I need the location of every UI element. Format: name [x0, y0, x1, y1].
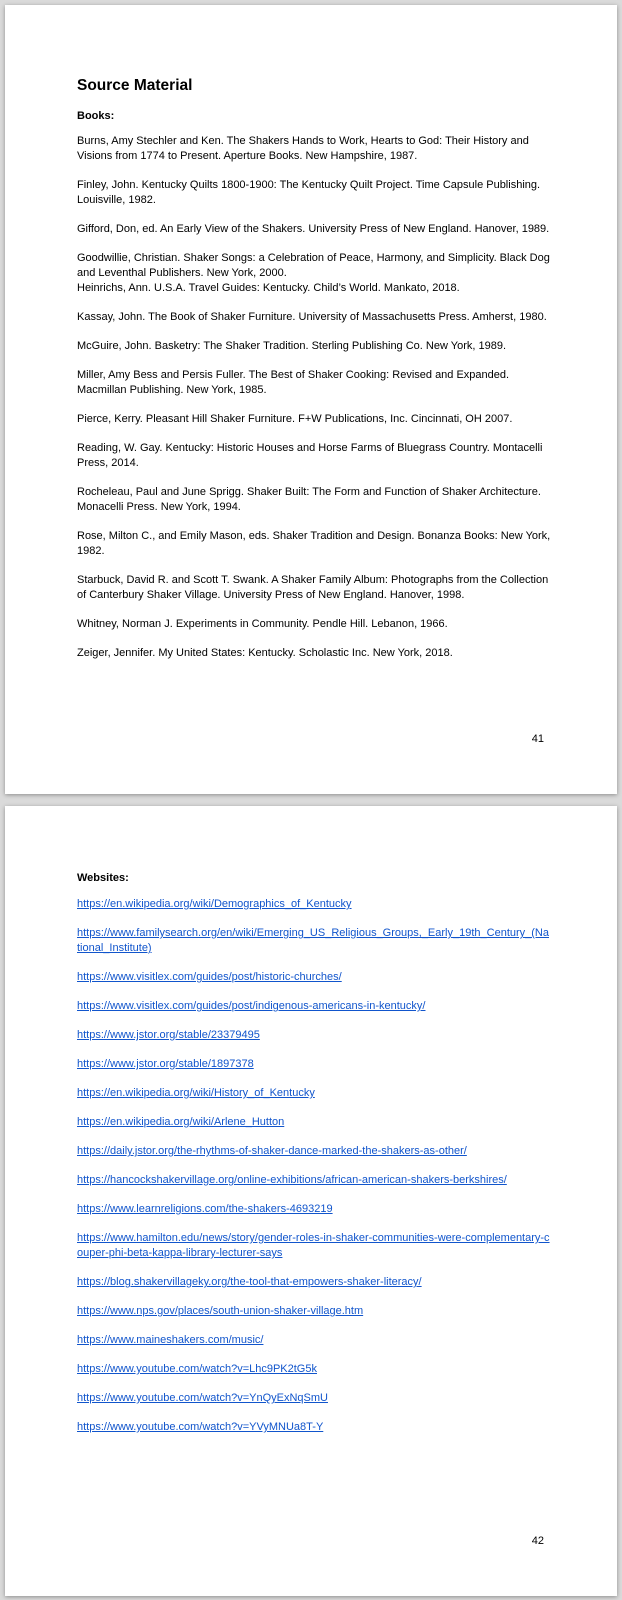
website-link[interactable]: https://hancockshakervillage.org/online-exhibitions/african-american-shakers-berkshires/: [77, 1174, 507, 1186]
website-link[interactable]: https://daily.jstor.org/the-rhythms-of-shaker-dance-marked-the-shakers-as-other/: [77, 1145, 467, 1157]
book-entry: Goodwillie, Christian. Shaker Songs: a Celebration of Peace, Harmony, and Simplicity. Black Dog and Leventhal Publishers. New York, 2000.: [77, 252, 550, 279]
website-link[interactable]: https://www.visitlex.com/guides/post/historic-churches/: [77, 971, 342, 983]
page-content: [77, 872, 552, 1449]
page-number: 42: [531, 1535, 544, 1547]
book-entry: Gifford, Don, ed. An Early View of the Shakers. University Press of New England. Hanover, 1989.: [77, 223, 550, 235]
book-entry: Zeiger, Jennifer. My United States: Kentucky. Scholastic Inc. New York, 2018.: [77, 647, 453, 659]
document-page-42: [5, 806, 617, 1596]
book-entry: McGuire, John. Basketry: The Shaker Tradition. Sterling Publishing Co. New York, 1989.: [77, 340, 507, 352]
website-link[interactable]: https://www.jstor.org/stable/1897378: [77, 1058, 254, 1070]
website-link[interactable]: https://www.youtube.com/watch?v=YVyMNUa8T-Y: [77, 1421, 324, 1433]
book-entry: Whitney, Norman J. Experiments in Community. Pendle Hill. Lebanon, 1966.: [77, 618, 448, 630]
website-link[interactable]: https://en.wikipedia.org/wiki/Demographics_of_Kentucky: [77, 898, 352, 910]
book-entry: Finley, John. Kentucky Quilts 1800-1900: The Kentucky Quilt Project. Time Capsule Publishing. Louisville, 1982.: [77, 179, 541, 206]
book-entry: Heinrichs, Ann. U.S.A. Travel Guides: Kentucky. Child’s World. Mankato, 2018.: [77, 282, 460, 294]
website-link[interactable]: https://www.hamilton.edu/news/story/gender-roles-in-shaker-communities-were-complementary-couper-phi-beta-kappa-library-lecturer-says: [77, 1232, 550, 1259]
book-entry: Rocheleau, Paul and June Sprigg. Shaker Built: The Form and Function of Shaker Architecture. Monacelli Press. New York, 1994.: [77, 486, 541, 513]
website-link[interactable]: https://www.learnreligions.com/the-shakers-4693219: [77, 1203, 333, 1215]
website-link[interactable]: https://www.familysearch.org/en/wiki/Emerging_US_Religious_Groups,_Early_19th_Century_(National_Institute): [77, 927, 549, 954]
book-entry: Burns, Amy Stechler and Ken. The Shakers Hands to Work, Hearts to God: Their History and Visions from 1774 to Present. Aperture Books. New Hampshire, 1987.: [77, 135, 529, 162]
document-page-41: [5, 5, 617, 794]
book-entry: Kassay, John. The Book of Shaker Furniture. University of Massachusetts Press. Amherst, 1980.: [77, 311, 547, 323]
book-entry: Starbuck, David R. and Scott T. Swank. A Shaker Family Album: Photographs from the Collection of Canterbury Shaker Village. University Press of New England. Hanover, 1998.: [77, 574, 549, 601]
website-link[interactable]: https://blog.shakervillageky.org/the-tool-that-empowers-shaker-literacy/: [77, 1276, 422, 1288]
page-title: Source Material: [77, 77, 193, 94]
websites-heading: Websites:: [77, 872, 129, 884]
book-entry: Pierce, Kerry. Pleasant Hill Shaker Furniture. F+W Publications, Inc. Cincinnati, OH 2007.: [77, 413, 513, 425]
book-entry: Miller, Amy Bess and Persis Fuller. The Best of Shaker Cooking: Revised and Expanded. Macmillan Publishing. New York, 1985.: [77, 369, 510, 396]
page-number: 41: [531, 733, 544, 745]
book-entry: Reading, W. Gay. Kentucky: Historic Houses and Horse Farms of Bluegrass Country. Montacelli Press, 2014.: [77, 442, 543, 469]
page-content: [77, 77, 552, 675]
website-link[interactable]: https://www.visitlex.com/guides/post/indigenous-americans-in-kentucky/: [77, 1000, 426, 1012]
website-link[interactable]: https://en.wikipedia.org/wiki/History_of_Kentucky: [77, 1087, 315, 1099]
website-link[interactable]: https://www.jstor.org/stable/23379495: [77, 1029, 260, 1041]
website-link[interactable]: https://en.wikipedia.org/wiki/Arlene_Hutton: [77, 1116, 285, 1128]
book-entry: Rose, Milton C., and Emily Mason, eds. Shaker Tradition and Design. Bonanza Books: New York, 1982.: [77, 530, 551, 557]
books-heading: Books:: [77, 110, 115, 122]
website-link[interactable]: https://www.youtube.com/watch?v=Lhc9PK2tG5k: [77, 1363, 317, 1375]
website-link[interactable]: https://www.maineshakers.com/music/: [77, 1334, 264, 1346]
website-link[interactable]: https://www.nps.gov/places/south-union-shaker-village.htm: [77, 1305, 364, 1317]
website-link[interactable]: https://www.youtube.com/watch?v=YnQyExNqSmU: [77, 1392, 328, 1404]
